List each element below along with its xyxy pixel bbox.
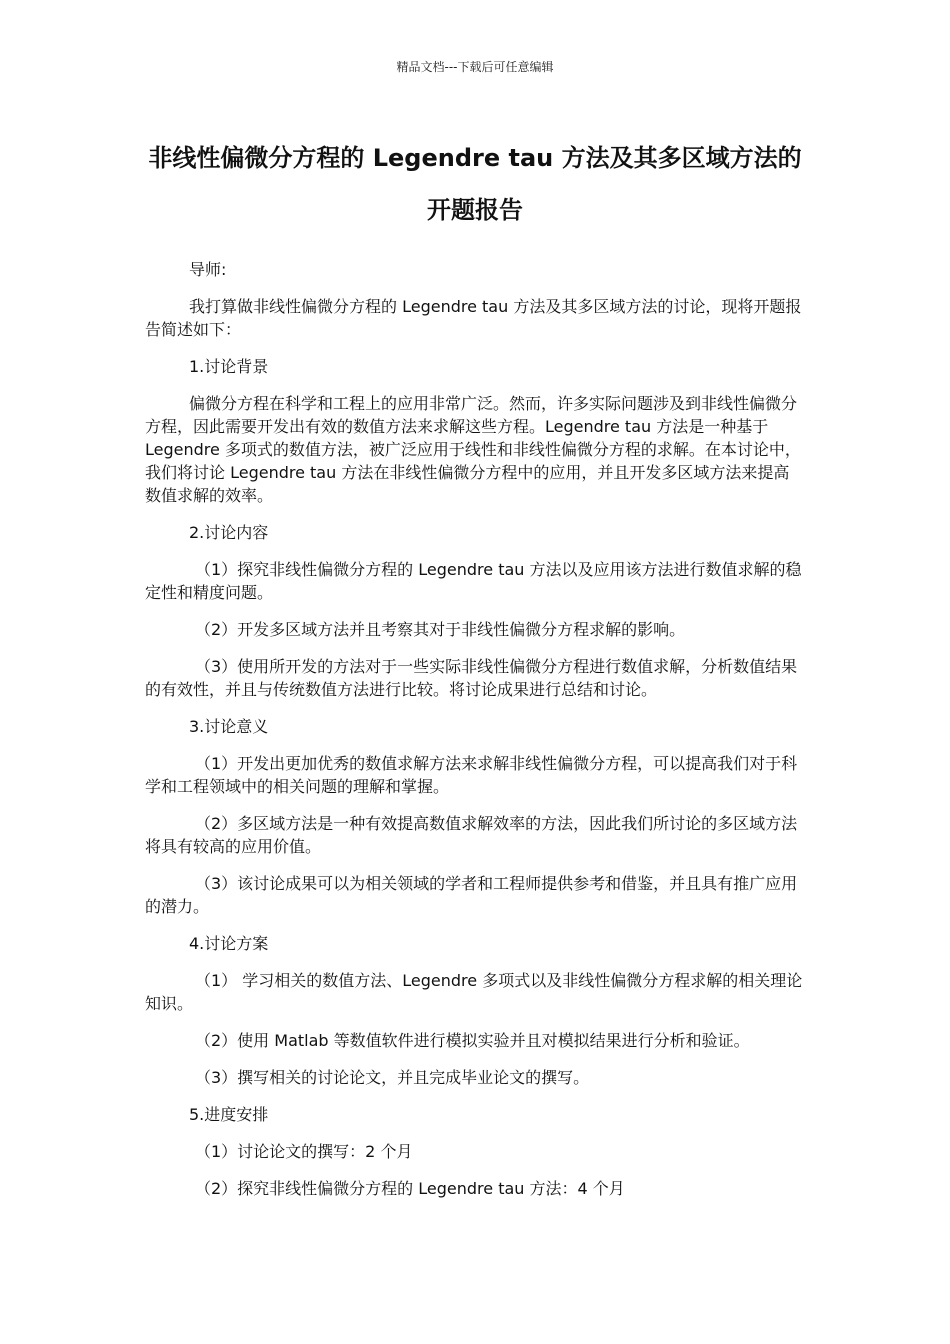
section-2-item-3: （3）使用所开发的方法对于一些实际非线性偏微分方程进行数值求解，分析数值结果的有效性，并且与传统数值方法进行比较。将讨论成果进行总结和讨论。 <box>145 657 798 699</box>
section-1-heading: 1.讨论背景 <box>189 357 269 376</box>
section-4-item-2: （2）使用 Matlab 等数值软件进行模拟实验并且对模拟结果进行分析和验证。 <box>195 1031 750 1050</box>
section-2-item-1: （1）探究非线性偏微分方程的 Legendre tau 方法以及应用该方法进行数值求解的稳定性和精度问题。 <box>145 560 802 602</box>
title-line-2: 开题报告 <box>427 196 523 224</box>
document-body <box>145 258 805 1214</box>
section-5-item-2: （2）探究非线性偏微分方程的 Legendre tau 方法：4 个月 <box>195 1179 625 1198</box>
section-3-item-3: （3）该讨论成果可以为相关领域的学者和工程师提供参考和借鉴，并且具有推广应用的潜力。 <box>145 874 798 916</box>
section-2-heading: 2.讨论内容 <box>189 523 269 542</box>
section-5-heading: 5.进度安排 <box>189 1105 269 1124</box>
section-3-item-2: （2）多区域方法是一种有效提高数值求解效率的方法，因此我们所讨论的多区域方法将具有较高的应用价值。 <box>145 814 798 856</box>
section-3-heading: 3.讨论意义 <box>189 717 269 736</box>
section-3-item-1: （1）开发出更加优秀的数值求解方法来求解非线性偏微分方程，可以提高我们对于科学和工程领域中的相关问题的理解和掌握。 <box>145 754 798 796</box>
page-header: 精品文档---下载后可任意编辑 <box>396 60 554 74</box>
section-4-item-1: （1） 学习相关的数值方法、Legendre 多项式以及非线性偏微分方程求解的相关理论知识。 <box>145 971 803 1013</box>
intro-paragraph: 我打算做非线性偏微分方程的 Legendre tau 方法及其多区域方法的讨论，现将开题报告简述如下： <box>145 297 802 339</box>
advisor-line: 导师: <box>189 260 227 279</box>
title-line-1: 非线性偏微分方程的 Legendre tau 方法及其多区域方法的 <box>148 144 802 172</box>
section-4-item-3: （3）撰写相关的讨论论文，并且完成毕业论文的撰写。 <box>195 1068 590 1087</box>
section-5-item-1: （1）讨论论文的撰写：2 个月 <box>195 1142 413 1161</box>
section-2-item-2: （2）开发多区域方法并且考察其对于非线性偏微分方程求解的影响。 <box>195 620 686 639</box>
section-1-paragraph: 偏微分方程在科学和工程上的应用非常广泛。然而，许多实际问题涉及到非线性偏微分方程，因此需要开发出有效的数值方法来求解这些方程。Legendre tau 方法是一种基于 Legendre 多项式的数值方法，被广泛应用于线性和非线性偏微分方程的求解。在本讨论中，我们将讨论 Legendre tau 方法在非线性偏微分方程中的应用，并且开发多区域方法来提高数值求解的效率。 <box>145 394 801 505</box>
section-4-heading: 4.讨论方案 <box>189 934 269 953</box>
